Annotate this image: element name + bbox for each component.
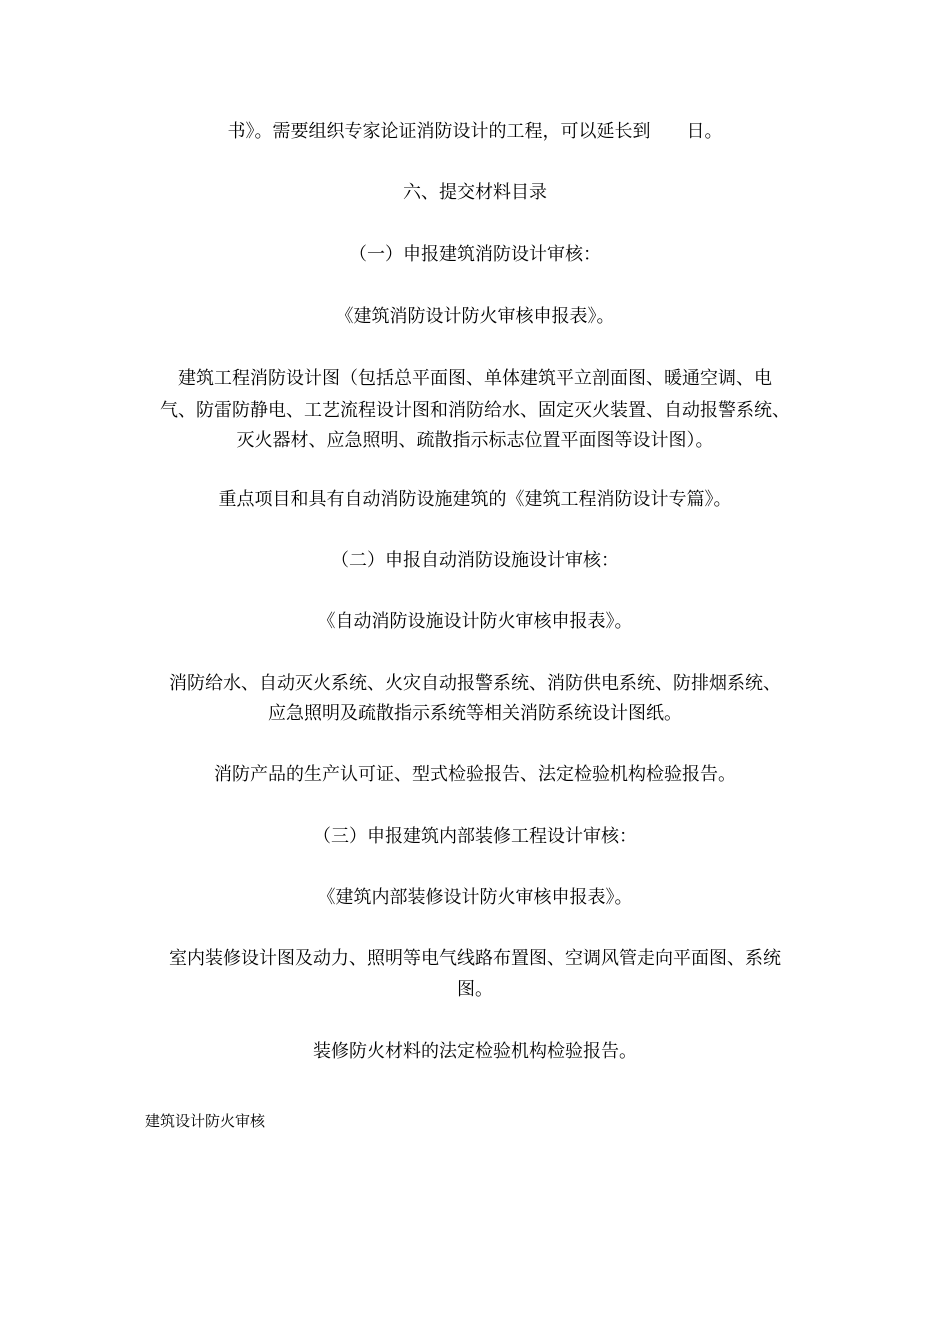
text-line-interior-drawings-1: 室内装修设计图及动力、照明等电气线路布置图、空调风管走向平面图、系统 bbox=[169, 948, 781, 969]
section-heading-materials: 六、提交材料目录 bbox=[403, 182, 547, 203]
subheading-interior-decoration: （三）申报建筑内部装修工程设计审核： bbox=[313, 826, 637, 847]
subheading-building-fire-design: （一）申报建筑消防设计审核： bbox=[349, 244, 601, 265]
text-line-design-drawings-1: 建筑工程消防设计图（包括总平面图、单体建筑平立剖面图、暖通空调、电 bbox=[178, 368, 772, 389]
text-line-system-drawings-2: 应急照明及疏散指示系统等相关消防系统设计图纸。 bbox=[268, 703, 682, 724]
subheading-auto-fire-facilities: （二）申报自动消防设施设计审核： bbox=[331, 550, 619, 571]
text-line-product-certificates: 消防产品的生产认可证、型式检验报告、法定检验机构检验报告。 bbox=[214, 764, 736, 785]
text-line-design-drawings-3: 灭火器材、应急照明、疏散指示标志位置平面图等设计图）。 bbox=[236, 430, 714, 451]
text-line-application-form-1: 《建筑消防设计防火审核申报表》。 bbox=[335, 306, 615, 327]
text-line-key-projects: 重点项目和具有自动消防设施建筑的《建筑工程消防设计专篇》。 bbox=[218, 489, 732, 510]
footer-note: 建筑设计防火审核 bbox=[145, 1112, 266, 1130]
text-line-application-form-3: 《建筑内部装修设计防火审核申报表》。 bbox=[317, 887, 633, 908]
text-line-design-drawings-2: 气、防雷防静电、工艺流程设计图和消防给水、固定灭火装置、自动报警系统、 bbox=[160, 400, 790, 421]
text-line-system-drawings-1: 消防给水、自动灭火系统、火灾自动报警系统、消防供电系统、防排烟系统、 bbox=[169, 673, 781, 694]
text-line-material-reports: 装修防火材料的法定检验机构检验报告。 bbox=[313, 1041, 637, 1062]
text-line-application-form-2: 《自动消防设施设计防火审核申报表》。 bbox=[317, 611, 633, 632]
text-line-interior-drawings-2: 图。 bbox=[457, 979, 493, 1000]
text-line-deadline-extension: 书》。需要组织专家论证消防设计的工程，可以延长到 日。 bbox=[227, 121, 723, 142]
